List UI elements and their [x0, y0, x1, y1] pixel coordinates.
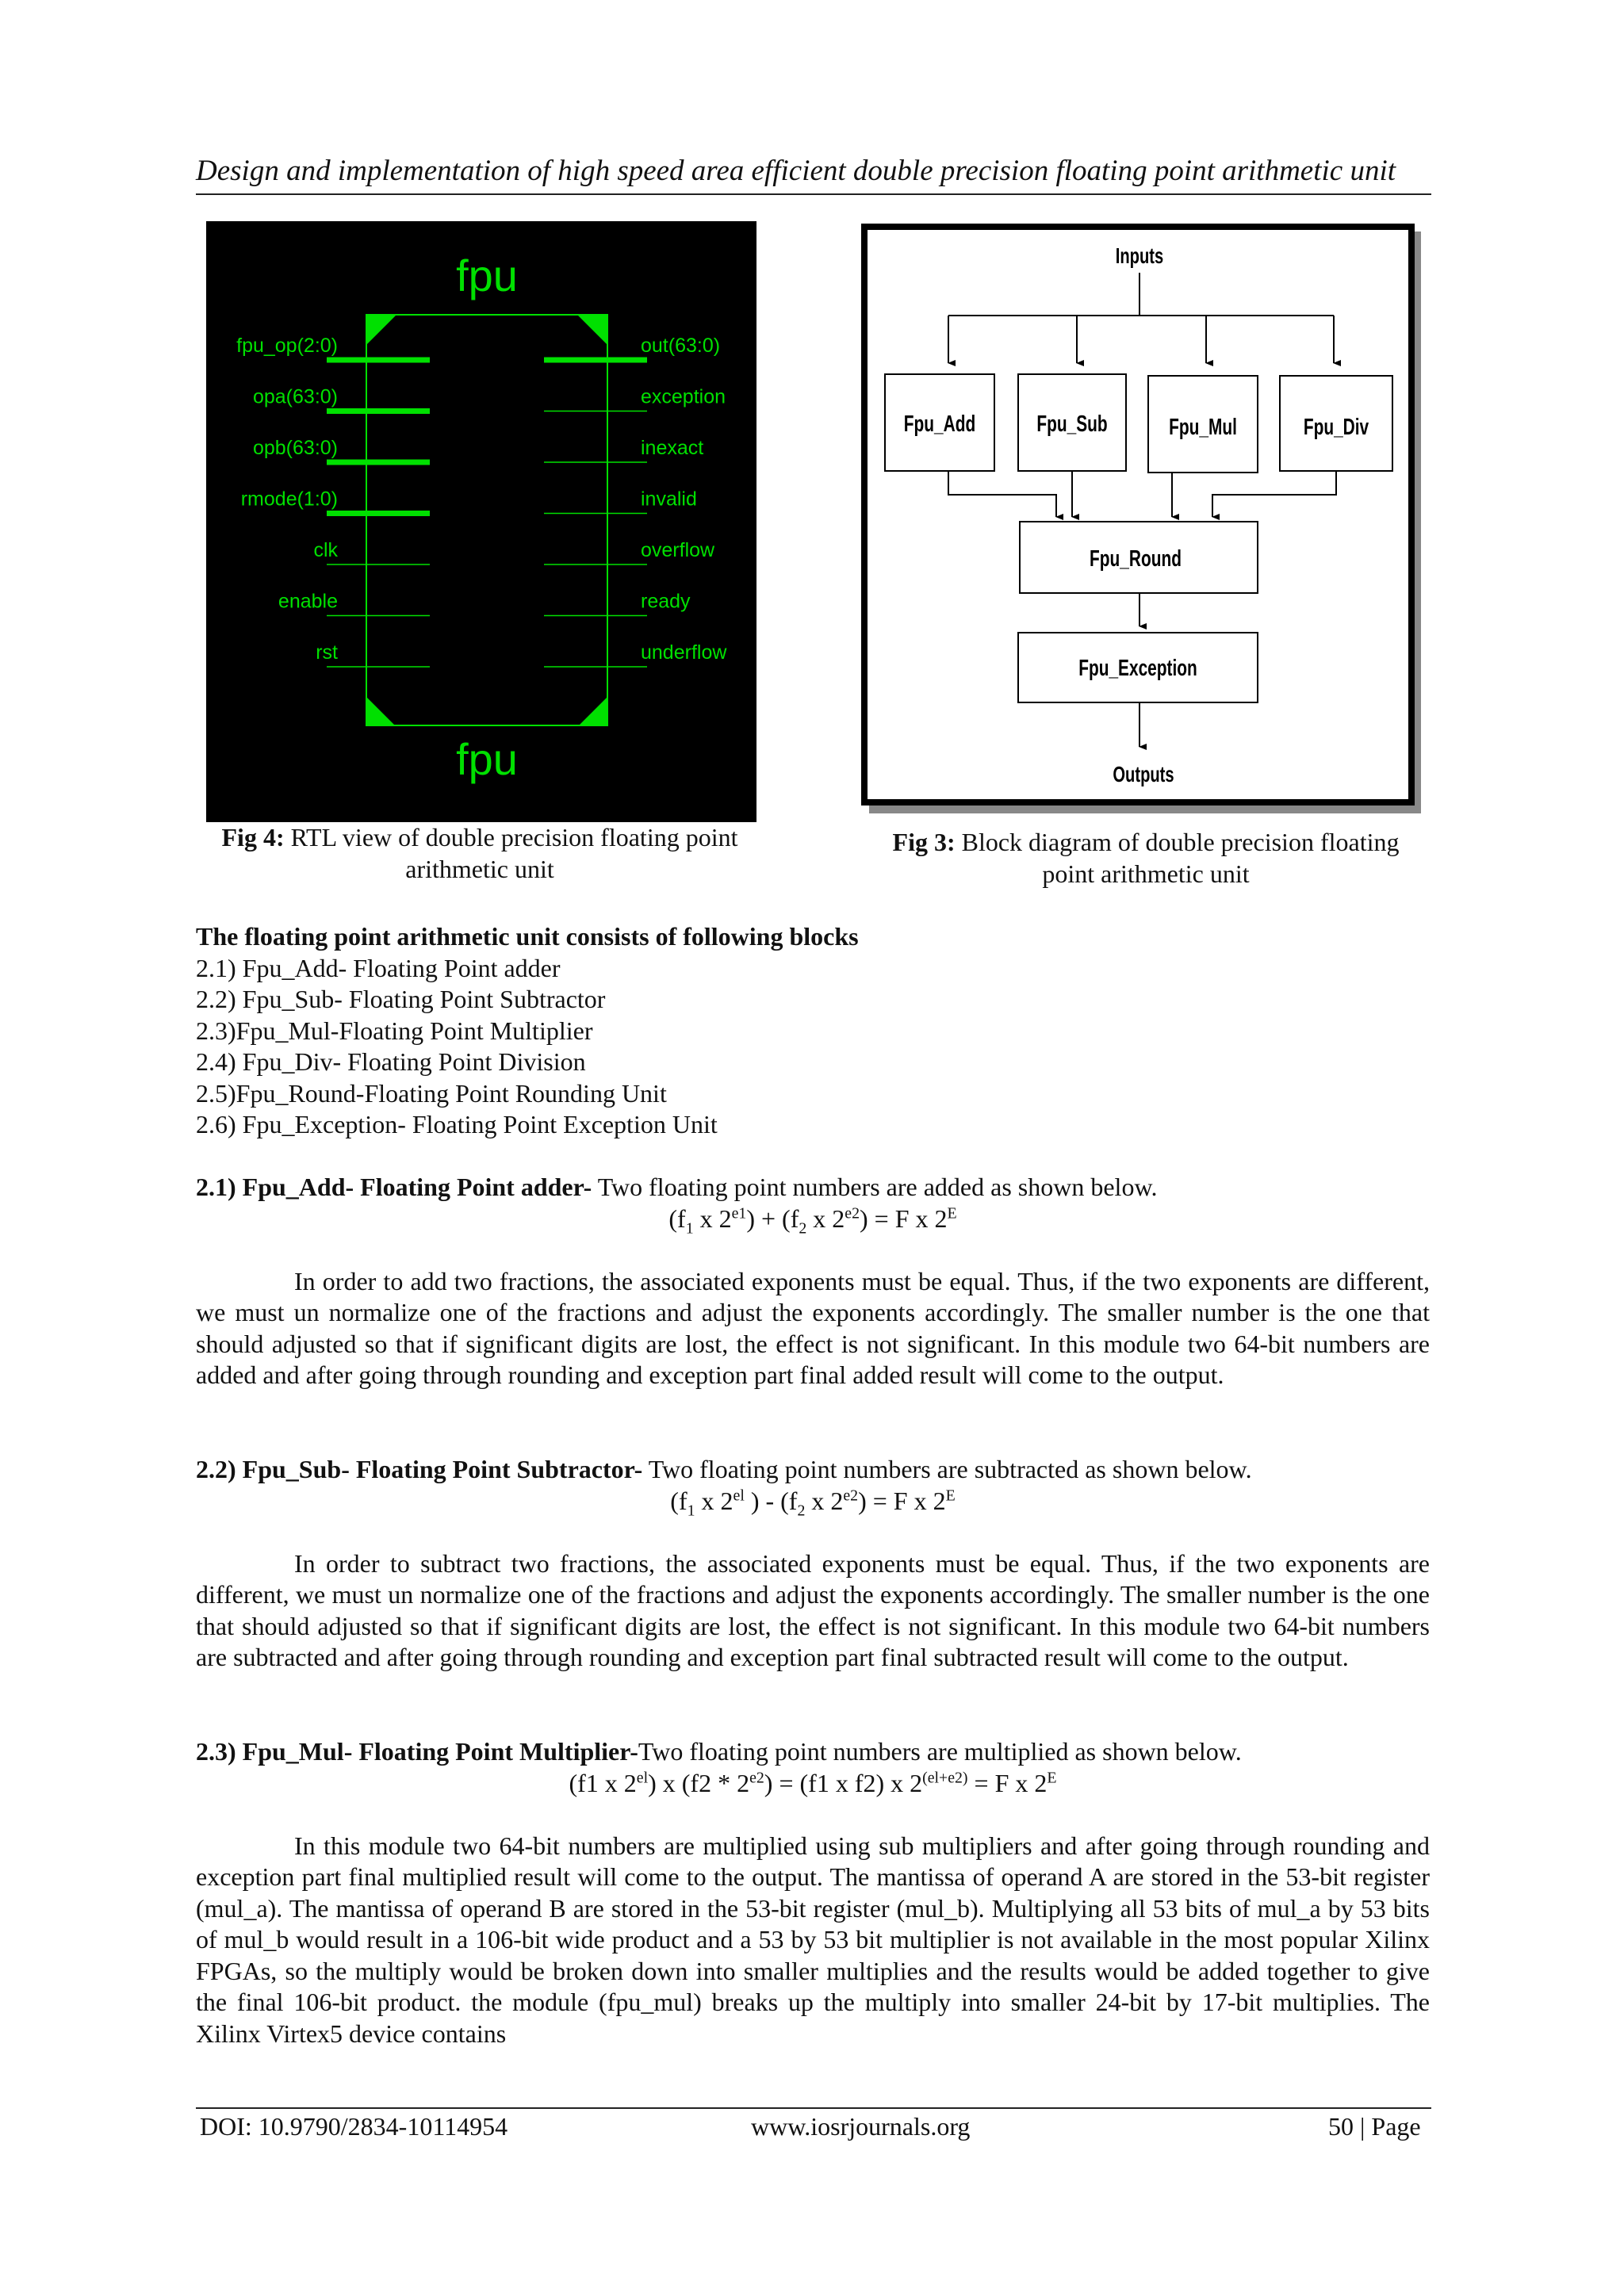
rtl-input-label: rmode(1:0): [240, 488, 338, 511]
rtl-output-label: inexact: [641, 437, 704, 459]
fig3-block-mul-label: Fpu_Mul: [1169, 414, 1237, 440]
s22-intro: Two floating point numbers are subtracted as shown below.: [642, 1455, 1252, 1483]
s23-equation: (f1 x $2^{el}$) x $(f2 * 2^{e2}) = (f1$ x f2) x $2^{(el+e2)} = F$ x $2^E$: [569, 1768, 1057, 1797]
rtl-output-label: overflow: [641, 539, 715, 561]
blocks-item: 2.1) Fpu_Add- Floating Point adder: [196, 953, 561, 982]
rtl-input-label: fpu_op(2:0): [236, 335, 338, 357]
s22-paragraph: In order to subtract two fractions, the associated exponents must be equal. Thus, if the two exponents are different, we must un normalize one of the fractions and adjust the exponents accordingly. The smaller number is the one that should adjusted so that if significant digits are lost, the effect is not significant. In this module two 64-bit numbers are subtracted and after going through rounding and exception part final subtracted result will come to the output.: [196, 1548, 1430, 1671]
s21-heading: 2.1) Fpu_Add- Floating Point adder-: [196, 1173, 592, 1201]
fig3-block-add-label: Fpu_Add: [903, 411, 976, 437]
fig3-caption: [856, 826, 1435, 890]
fig3-block-sub-label: Fpu_Sub: [1036, 411, 1108, 437]
section-2-2: [196, 1454, 1430, 1674]
fig3-exception-label: Fpu_Exception: [1078, 655, 1197, 681]
footer-doi: DOI: 10.9790/2834-10114954: [200, 2112, 508, 2141]
blocks-item: 2.4) Fpu_Div- Floating Point Division: [196, 1047, 586, 1076]
blocks-item: 2.6) Fpu_Exception- Floating Point Exception Unit: [196, 1110, 718, 1138]
fig3-outputs-label: Outputs: [1113, 762, 1174, 787]
s21-paragraph: In order to add two fractions, the associated exponents must be equal. Thus, if the two exponents are different, we must un normalize one of the fractions and adjust the exponents accordingly. The smaller number is the one that should adjusted so that if significant digits are lost, the effect is not significant. In this module two 64-bit numbers are added and after going through rounding and exception part final added result will come to the output.: [196, 1266, 1430, 1389]
rtl-output-label: invalid: [641, 488, 697, 511]
rtl-title-bottom: fpu: [456, 734, 518, 784]
s23-heading: 2.3) Fpu_Mul- Floating Point Multiplier-: [196, 1737, 638, 1766]
rtl-output-label: underflow: [641, 641, 727, 664]
blocks-heading: The floating point arithmetic unit consists of following blocks: [196, 922, 859, 951]
fig4-caption-label: Fig 4:: [221, 823, 285, 851]
s21-intro: Two floating point numbers are added as shown below.: [592, 1173, 1158, 1201]
fig3-exception-block: [1018, 633, 1258, 702]
rtl-output-label: ready: [641, 590, 691, 613]
s22-heading: 2.2) Fpu_Sub- Floating Point Subtractor-: [196, 1455, 643, 1483]
fig3-inputs-label: Inputs: [1115, 243, 1164, 269]
fig3-round-block: [1020, 522, 1258, 593]
rtl-output-label: out(63:0): [641, 335, 721, 357]
rtl-input-label: rst: [316, 641, 338, 664]
fig4-caption-line1: RTL view of double precision floating point: [284, 823, 738, 851]
footer-rule: [196, 2107, 1431, 2109]
rtl-output-label: exception: [641, 385, 726, 408]
fig3-caption-line2: point arithmetic unit: [1042, 859, 1250, 888]
fig3-func-block-mul: [1148, 376, 1258, 473]
section-2-3: [196, 1736, 1430, 2049]
rtl-title-top: fpu: [456, 251, 518, 300]
rtl-input-label: opb(63:0): [252, 437, 338, 459]
rtl-input-label: clk: [313, 539, 338, 561]
rtl-background: [206, 221, 756, 822]
blocks-item: 2.2) Fpu_Sub- Floating Point Subtractor: [196, 985, 606, 1013]
running-header: [196, 149, 1431, 195]
fig4-caption-line2: arithmetic unit: [405, 855, 554, 883]
fig3-func-block-div: [1280, 376, 1392, 471]
fig3-block-diagram: [861, 224, 1421, 813]
section-2-1: [196, 1172, 1430, 1391]
s23-intro: Two floating point numbers are multiplied as shown below.: [638, 1737, 1242, 1766]
fig3-func-block-sub: [1018, 374, 1126, 471]
blocks-item: 2.3)Fpu_Mul-Floating Point Multiplier: [196, 1016, 593, 1045]
s22-equation: ($f_1$ x $2^{el}$ ) - ($f_2$ x $2^{e2}) = F$ x $2^E$: [670, 1486, 956, 1519]
rtl-input-label: enable: [278, 590, 338, 613]
footer-page: 50 | Page: [1328, 2112, 1421, 2141]
fig3-func-block-add: [885, 374, 994, 471]
fig3-caption-line1: Block diagram of double precision floating: [955, 828, 1400, 856]
fig4-rtl-diagram: [206, 221, 756, 822]
fig4-caption: [197, 821, 763, 885]
blocks-item: 2.5)Fpu_Round-Floating Point Rounding Unit: [196, 1078, 667, 1108]
fig3-caption-label: Fig 3:: [892, 828, 956, 856]
blocks-list: [196, 921, 1430, 1141]
s23-paragraph: In this module two 64-bit numbers are multiplied using sub multipliers and after going through rounding and exception part final multiplied result will come to the output. The mantissa of operand A are stored in the 53-bit register (mul_a). The mantissa of operand B are stored in the 53-bit register (mul_b). Multiplying all 53 bits of mul_a by 53 bits of mul_b would result in a 106-bit wide product and a 53 by 53 bit multiplier is not available in the most popular Xilinx FPGAs, so the multiply would be broken down into smaller multiplies and the results would be added together to give the final 106-bit product. the module (fpu_mul) breaks up the multiply into smaller 24-bit by 17-bit multiplies. The Xilinx Virtex5 device contains: [196, 1831, 1430, 2048]
fig3-block-div-label: Fpu_Div: [1303, 414, 1369, 440]
rtl-input-label: opa(63:0): [252, 385, 338, 408]
running-title: Design and implementation of high speed area efficient double precision floating point arithmetic unit: [196, 155, 1396, 187]
fig3-round-label: Fpu_Round: [1090, 545, 1182, 572]
s21-equation: ($f_1$ x $2^{e1}) + (f_2$ x $2^{e2}) = F$ x $2^E$: [668, 1203, 957, 1237]
fig3-frame: [864, 227, 1411, 802]
footer-site: www.iosrjournals.org: [751, 2112, 971, 2141]
